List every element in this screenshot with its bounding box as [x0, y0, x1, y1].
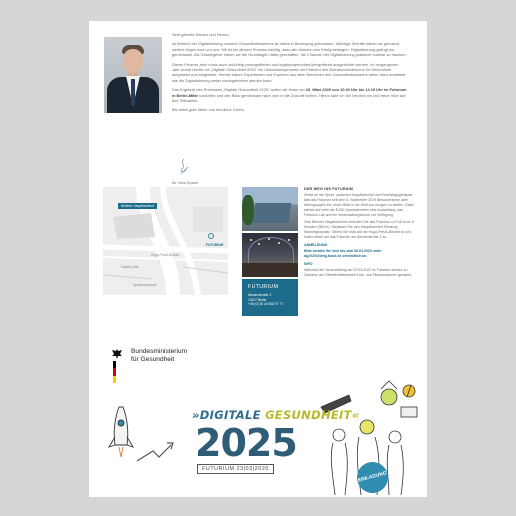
- event-title: »DIGITALE GESUNDHEIT«: [192, 408, 360, 422]
- event-year: 2025: [195, 421, 297, 465]
- registration-text: Bitte melden Sie sich bis zum 08.03.2020 unter dg2025@bmg.bund.de verbindlich an.: [304, 248, 382, 258]
- ministry-name-line2: für Gesundheit: [131, 355, 175, 363]
- signature-name: Ihr Jens Spahn: [172, 180, 199, 185]
- way-title: DER WEG INS FUTURIUM: [304, 187, 354, 191]
- street-label: Spreebogenpark: [133, 283, 157, 287]
- address-name: FUTURIUM: [248, 284, 279, 290]
- info-column: [304, 187, 416, 281]
- registration-title: ANMELDUNG: [304, 243, 328, 248]
- street-label: Hugo-Preuß-Brücke: [151, 253, 180, 257]
- letter-closing: Bis dahin gute Ideen und herzliche Grüße,: [172, 107, 245, 113]
- letter-paragraph: im Bereich der Digitalisierung unseres Gesundheitswesens ist vieles in Bewegung gekommen. Wichtige Schritte haben wir gemacht, weitere liegen noch vor uns. Mir ist bei diesem Prozess wichtig, dass alle Akteure zum Erfolg beitragen. Digitalisierung gelingt nur gemeinsam. Als Gesetzgeber haben wir die Grundlagen dafür geschaffen, die Chancen der Digitalisierung praktisch nutzbar zu machen.: [172, 41, 407, 58]
- station-label: Berliner Hauptbahnhof: [118, 203, 157, 209]
- address-box: [242, 279, 298, 316]
- futurium-building-photo: [242, 187, 298, 231]
- letter-paragraph: Das Ergebnis des Prozesses „Digitale Gesundheit 2025“ wollen wir Ihnen am 23. März 2020 von 10.00 Uhr bis 14.15 Uhr im Futurium in Berlin-Mitte vorstellen und den Blick gemeinsam nach vorn in die Zukunft richten. Hierzu lade ich Sie herzlich ein und freue mich auf Ihre Teilnahme.: [172, 87, 407, 104]
- invitation-stamp: EINLADUNG: [354, 459, 392, 497]
- ministry-name-line1: Bundesministerium: [131, 348, 188, 355]
- invitation-sheet: [89, 21, 427, 497]
- futurium-marker-icon: [208, 233, 214, 239]
- event-logo: [89, 377, 427, 497]
- futurium-map-label: FUTURIUM: [206, 243, 224, 247]
- minister-portrait: [104, 37, 162, 113]
- letter-paragraph: Dieser Prozess aber muss auch zukünftig vorangetrieben und legislaturperiodenübergreifend ausgerichtet werden. Im vergangenen Jahr wurde hierfür mit „Digitale Gesundheit 2025“ ein Diskussionsprozess mit Partnern des Bundesministeriums für Gesundheit aufgesetzt und eingeleitet. Hierbei haben Expertinnen und Experten aus allen Bereichen des Gesundheitswesens Ideen dazu erarbeitet, wie die Digitalisierung weiter vorangetrieben werden kann.: [172, 61, 407, 83]
- address-street: Alexanderufer 2: [248, 293, 272, 297]
- eagle-icon: [111, 348, 123, 360]
- info-text: Während der Veranstaltung am 23.03.2020 im Futurium werden zu Zwecken der Öffentlichkeitsarbeit Foto- und Filmaufnahmen gemacht.: [304, 267, 413, 277]
- event-subtitle: FUTURIUM 23|03|2020: [197, 464, 274, 474]
- letter-salutation: Sehr geehrte Damen und Herren,: [172, 32, 230, 37]
- info-title: INFO: [304, 261, 313, 266]
- address-phone: +49 (0) 30 40 818 97 77: [248, 302, 284, 307]
- arrow-icon: [137, 445, 171, 461]
- address-city: 10117 Berlin: [248, 297, 267, 302]
- location-map[interactable]: [103, 187, 228, 295]
- futurium-event-photo: [242, 233, 298, 277]
- street-label: Kapelle-Ufer: [121, 265, 139, 269]
- letter-body: [172, 32, 407, 117]
- way-paragraph: Vom Berliner Hauptbahnhof erreichen Sie das Futurium zu Fuß in ca. 5 Minuten (350 m). Verlassen Sie den Hauptbahnhof Richtung Washingtonplatz. Gehen Sie links auf die Hugo-Preuß-Brücke zu und laufen direkt auf das Futurium am Alexanderufer 2 zu.: [304, 220, 415, 240]
- event-date-location: 23. März 2020 von 10.00 Uhr bis 14.15 Uhr im Futurium in Berlin-Mitte: [172, 87, 407, 98]
- way-paragraph: Direkt an der Spree, zwischen Hauptbahnhof und Reichstagsgebäude, lädt das Futurium seit dem 5. September 2019 Besucherinnen aller Altersgruppen ein, einen Blick in die Welt von morgen zu werfen. Dafür stehen auf mehr als 5.000 Quadratmetern eine Ausstellung, das Futurium Lab und ein Veranstaltungsforum zur Verfügung.: [304, 192, 414, 217]
- rocket-icon: [109, 407, 133, 457]
- signature-icon: [177, 158, 191, 176]
